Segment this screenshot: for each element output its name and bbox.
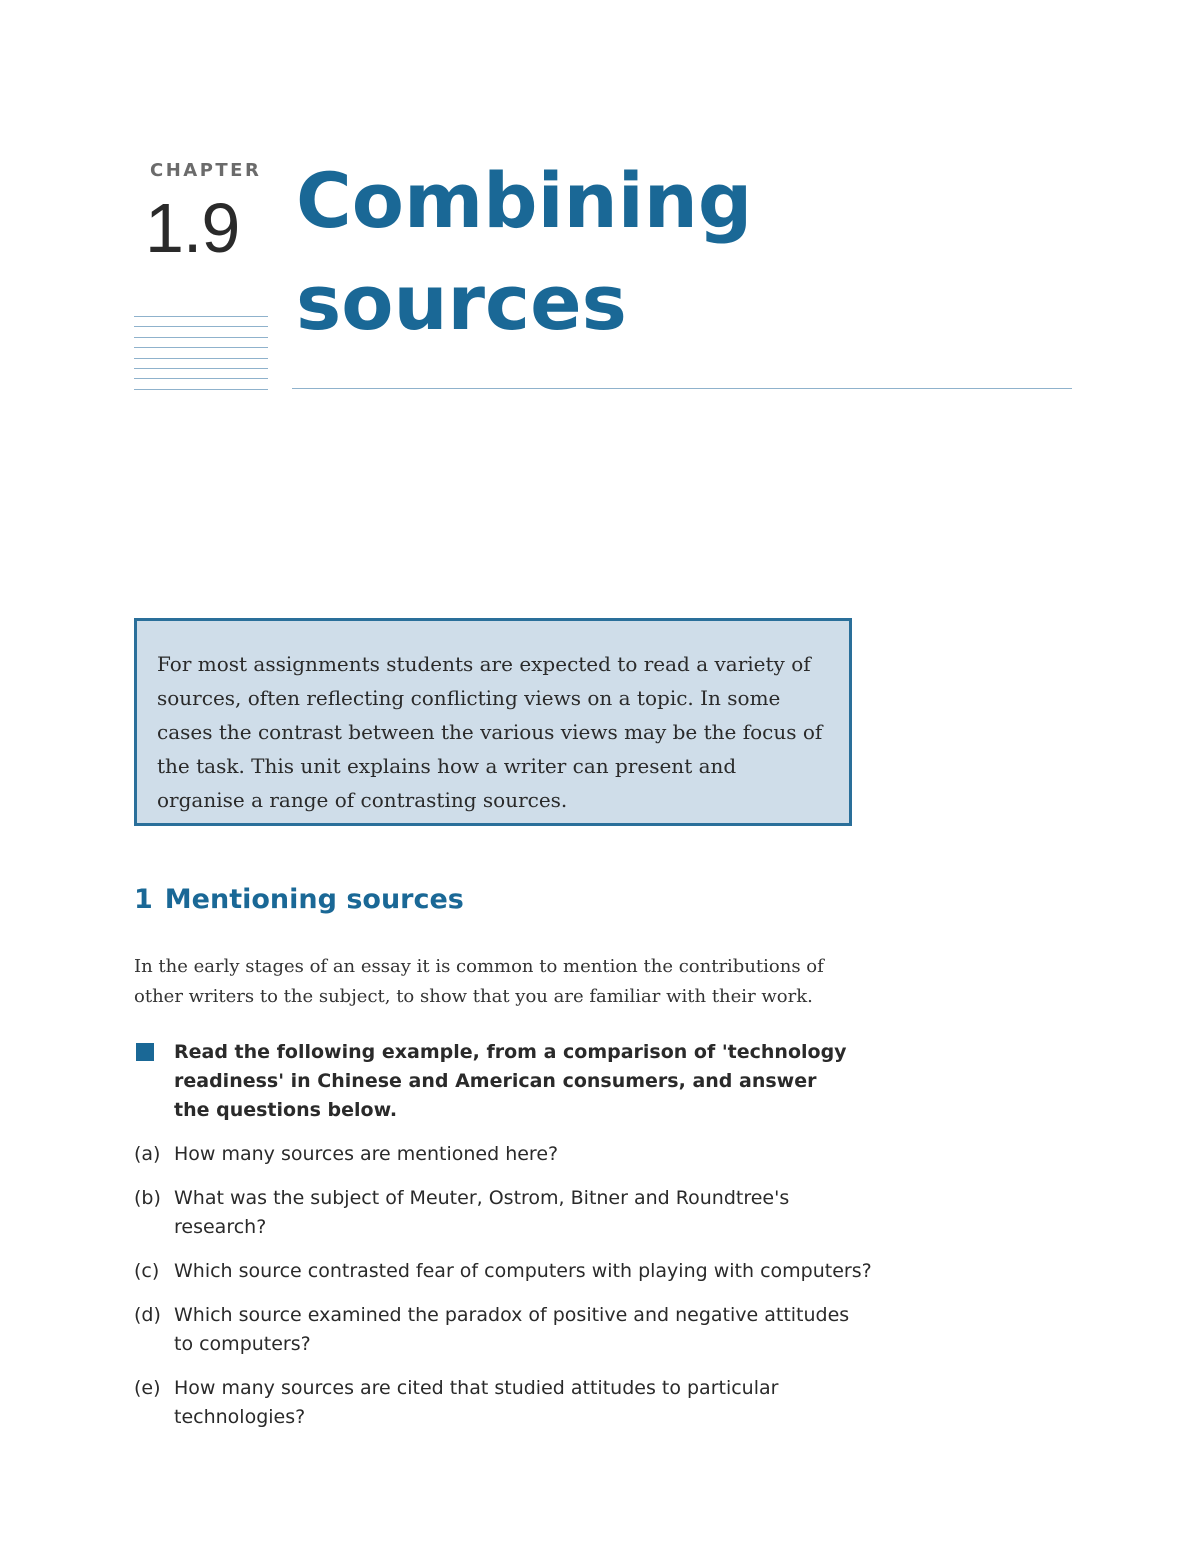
- chapter-number: 1.9: [145, 189, 240, 267]
- task-instruction: [134, 1038, 854, 1125]
- intro-box: [134, 618, 852, 826]
- question-letter: (a): [134, 1143, 161, 1165]
- rule-line: [134, 358, 268, 359]
- question-letter: (e): [134, 1377, 161, 1399]
- question-item: [134, 1140, 874, 1169]
- question-item: [134, 1301, 874, 1359]
- chapter-rules: [134, 316, 268, 399]
- question-letter: (b): [134, 1187, 161, 1209]
- rule-line: [134, 378, 268, 379]
- rule-line: [134, 368, 268, 369]
- rule-line: [134, 326, 268, 327]
- rule-line: [134, 347, 268, 348]
- chapter-title-line1: Combining: [296, 156, 753, 245]
- question-list: [134, 1140, 874, 1447]
- rule-line: [134, 337, 268, 338]
- question-item: [134, 1257, 874, 1286]
- chapter-title: [296, 150, 752, 354]
- question-letter: (d): [134, 1304, 161, 1326]
- question-text: Which source contrasted fear of computers with playing with computers?: [174, 1260, 872, 1282]
- question-text: Which source examined the paradox of positive and negative attitudes to computers?: [174, 1304, 850, 1355]
- question-letter: (c): [134, 1260, 160, 1282]
- question-text: What was the subject of Meuter, Ostrom, Bitner and Roundtree's research?: [174, 1187, 790, 1238]
- question-text: How many sources are mentioned here?: [174, 1143, 559, 1165]
- task-square-icon: [136, 1043, 154, 1061]
- section-title: Mentioning sources: [164, 884, 464, 915]
- rule-line: [134, 389, 268, 390]
- rule-line: [134, 316, 268, 317]
- title-rule: [292, 388, 1072, 389]
- section-body: In the early stages of an essay it is common to mention the contributions of other writers to the subject, to show that you are familiar with their work.: [134, 956, 824, 1007]
- question-text: How many sources are cited that studied attitudes to particular technologies?: [174, 1377, 779, 1428]
- task-text: Read the following example, from a comparison of 'technology readiness' in Chinese and American consumers, and answer the questions below.: [174, 1041, 847, 1121]
- question-item: [134, 1184, 874, 1242]
- intro-text: For most assignments students are expected to read a variety of sources, often reflecting conflicting views on a topic. In some cases the contrast between the various views may be the focus of the task. This unit explains how a writer can present and organise a range of contrasting sources.: [157, 652, 823, 812]
- chapter-label: CHAPTER: [150, 160, 262, 181]
- question-item: [134, 1374, 874, 1432]
- chapter-title-line2: sources: [296, 258, 627, 347]
- section-number: 1: [134, 884, 153, 915]
- section-heading: [134, 884, 464, 915]
